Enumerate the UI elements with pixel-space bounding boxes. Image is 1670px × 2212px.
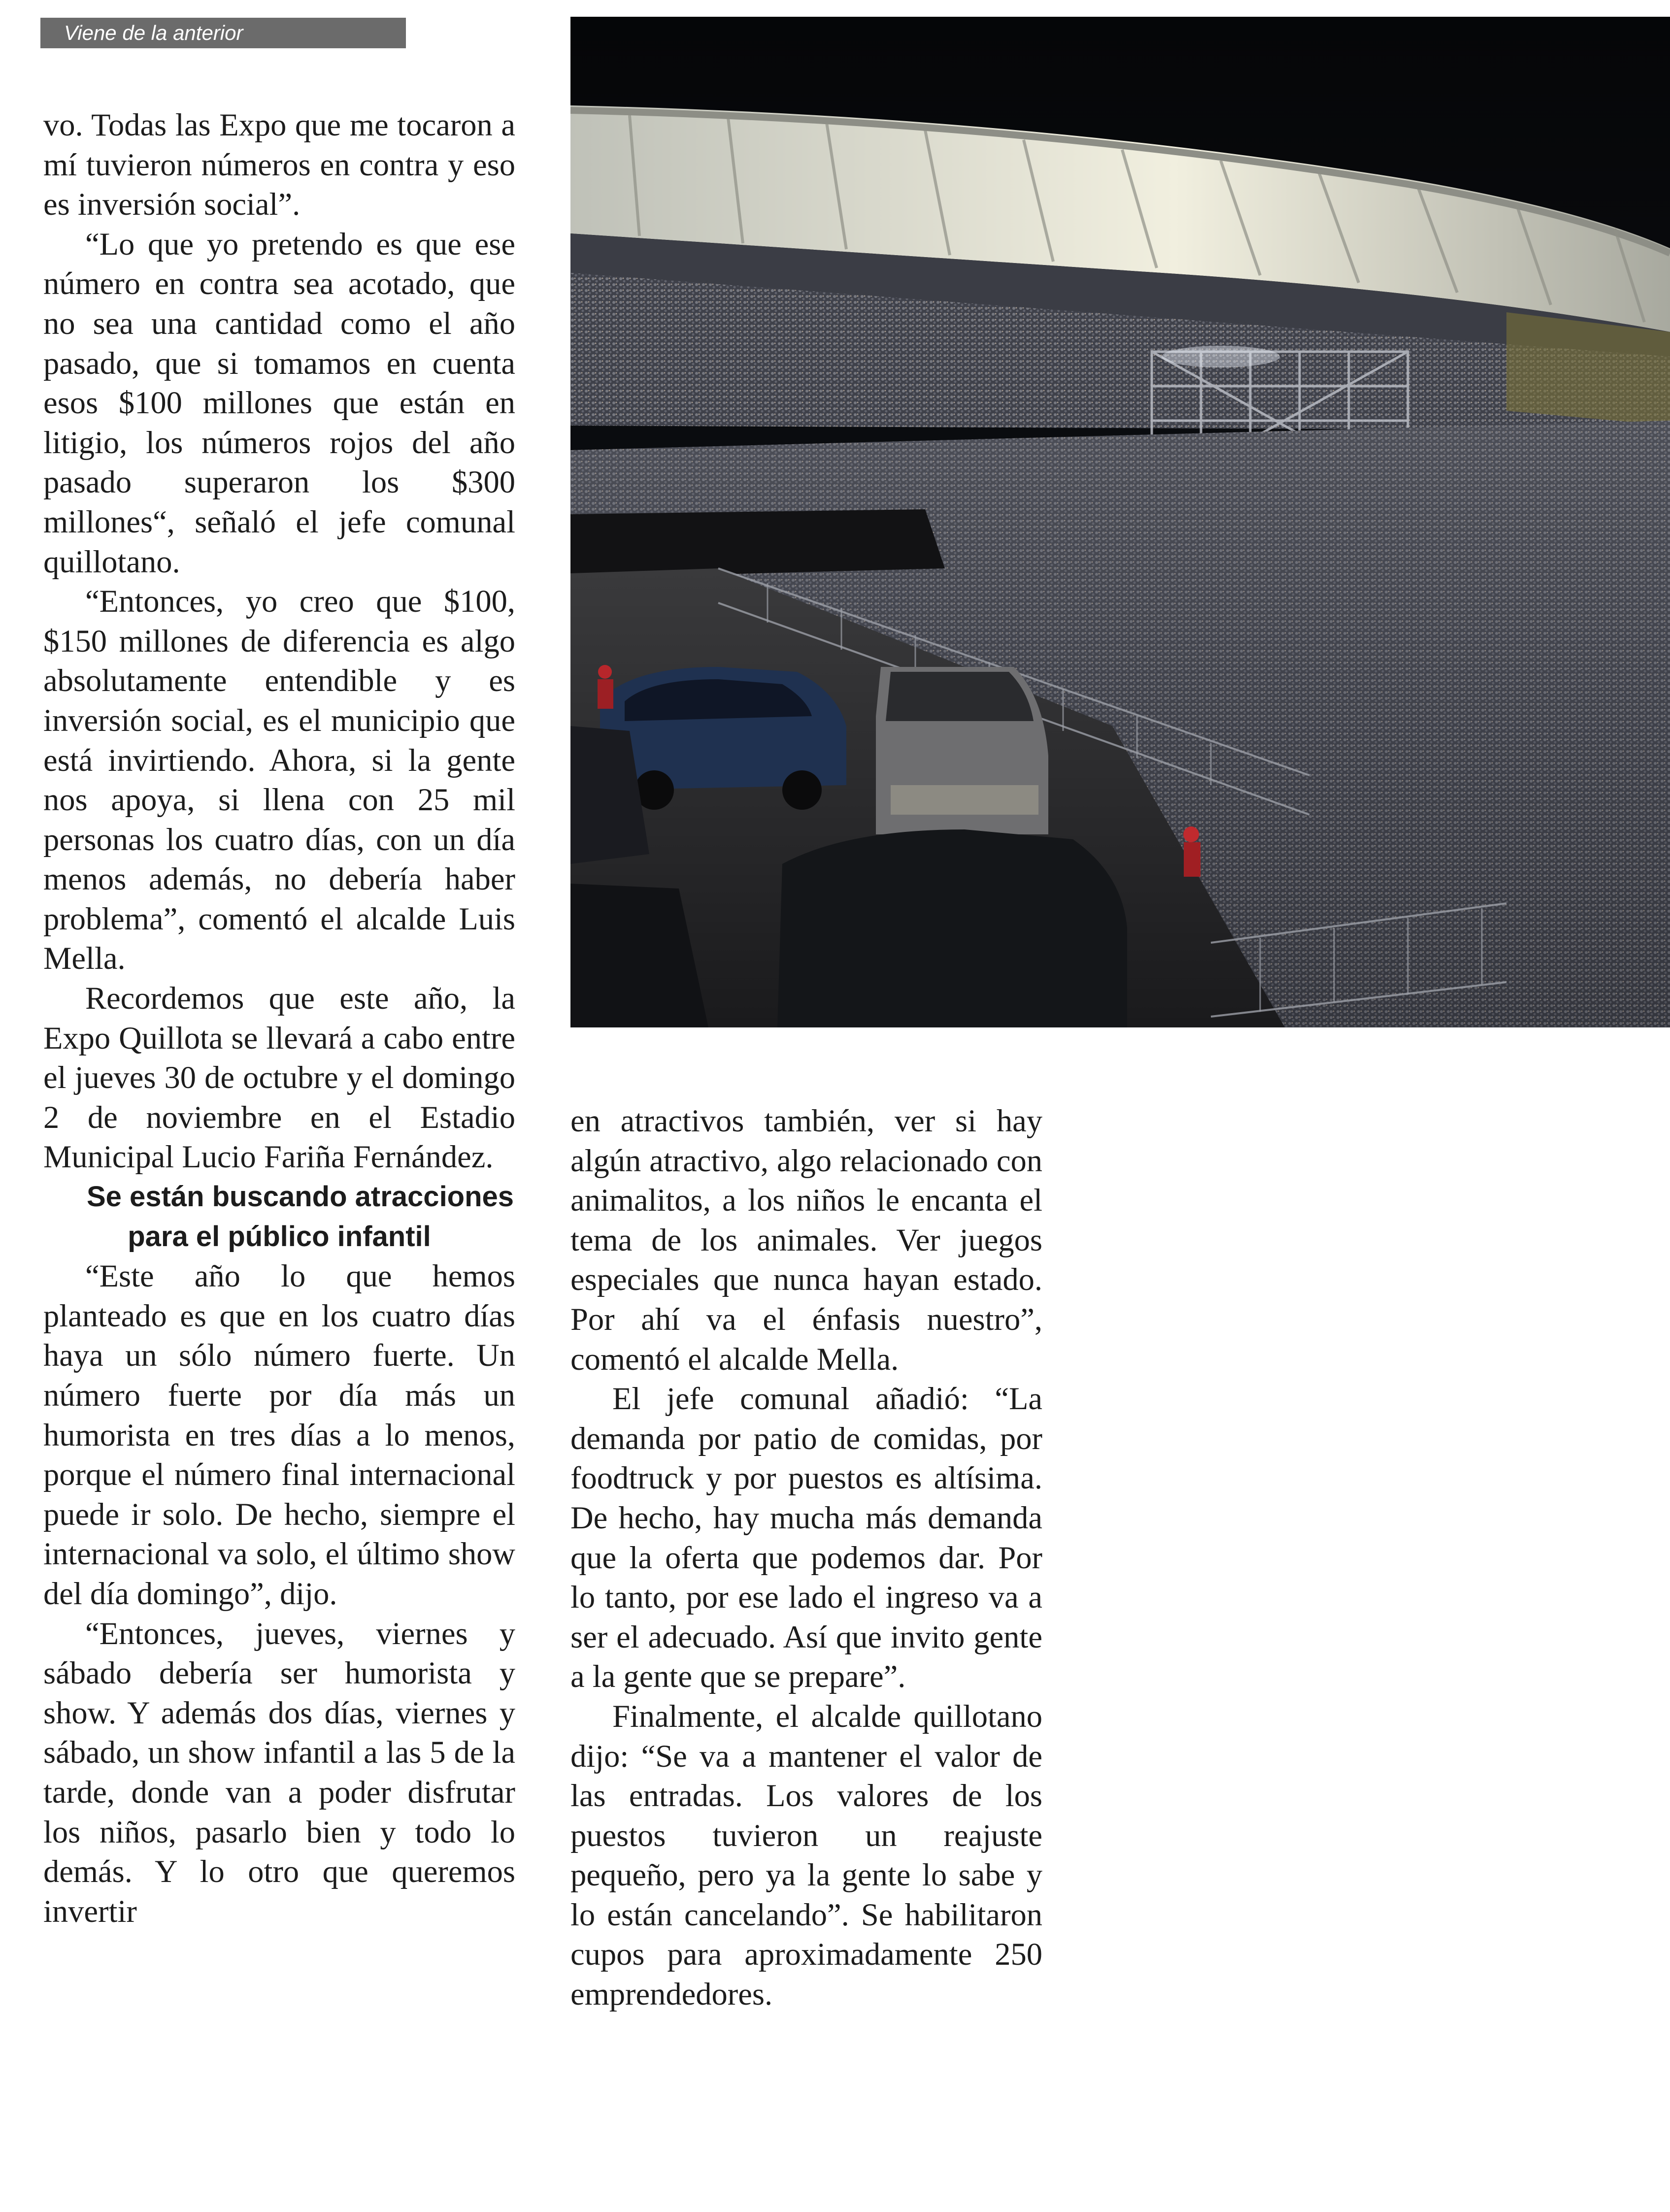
paragraph: “Entonces, yo creo que $100, $150 millones de diferencia es algo absolutamente entendible y es inversión social, es el municipio que está invirtiendo. Ahora, si la gente nos apoya, si llena con 25 mil personas los cuatro días, con un día menos además, no debería haber problema”, comentó el alcalde Luis Mella. <box>43 584 515 976</box>
paragraph: El jefe comunal añadió: “La demanda por patio de comidas, por foodtruck y por puestos es altísima. De hecho, hay mucha más demanda que la oferta que podemos dar. Por lo tanto, por ese lado el ingreso va a ser el adecuado. Así que invito gente a la gente que se prepare”. <box>570 1381 1042 1694</box>
section-subheading: Se están buscando atracciones para el público infantil <box>86 1181 514 1253</box>
paragraph: en atractivos también, ver si hay algún atractivo, algo relacionado con animalitos, a los niños le encanta el tema de los animales. Ver juegos especiales que nunca hayan estado. Por ahí va el énfasis nuestro”, comentó el alcalde Mella. <box>570 1103 1042 1377</box>
paragraph: “Entonces, jueves, viernes y sábado debería ser humorista y show. Y además dos días, viernes y sábado, un show infantil a las 5 de la tarde, donde van a poder disfrutar los niños, pasarlo bien y todo lo demás. Y lo otro que queremos invertir <box>43 1616 515 1929</box>
stadium-crowd-photo <box>570 17 1670 1027</box>
article-column-1 <box>43 105 515 1931</box>
article-column-2 <box>570 1101 1042 2014</box>
paragraph: vo. Todas las Expo que me tocaron a mí tuvieron números en contra y eso es inversión social”. <box>43 107 515 222</box>
paragraph: Finalmente, el alcalde quillotano dijo: “Se va a mantener el valor de las entradas. Los valores de los puestos tuvieron un reajuste pequeño, pero ya la gente lo sabe y lo están cancelando”. Se habilitaron cupos para aproximadamente 250 emprendedores. <box>570 1698 1042 2012</box>
paragraph: “Este año lo que hemos planteado es que en los cuatro días haya un sólo número fuerte. Un número fuerte por día más un humorista en tres días a lo menos, porque el número final internacional puede ir solo. De hecho, siempre el internacional va solo, el último show del día domingo”, dijo. <box>43 1258 515 1611</box>
stadium-crowd-night-photo <box>570 17 1670 1027</box>
paragraph: “Lo que yo pretendo es que ese número en contra sea acotado, que no sea una cantidad como el año pasado, que si tomamos en cuenta esos $100 millones que están en litigio, los números rojos del año pasado superaron los $300 millones“, señaló el jefe comunal quillotano. <box>43 226 515 579</box>
paragraph: Recordemos que este año, la Expo Quillota se llevará a cabo entre el jueves 30 de octubre y el domingo 2 de noviembre en el Estadio Municipal Lucio Fariña Fernández. <box>43 981 515 1175</box>
continued-from-previous-banner: Viene de la anterior <box>40 18 406 48</box>
